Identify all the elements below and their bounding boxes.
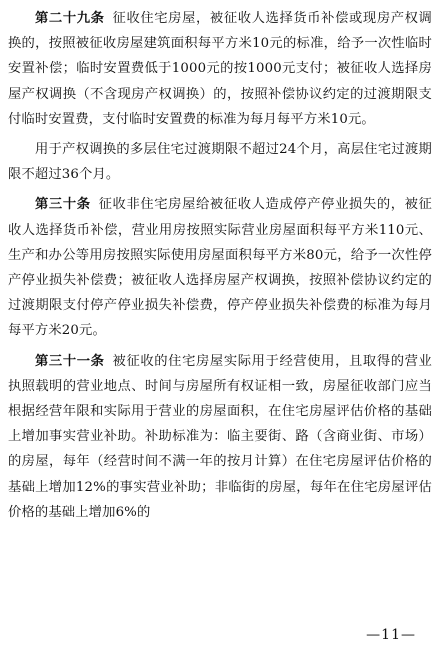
paragraph-transition-period: [8, 137, 432, 187]
paragraph-text: 用于产权调换的多层住宅过渡期限不超过24个月，高层住宅过渡期限不超过36个月。: [8, 142, 432, 183]
paragraph-article-30: [8, 192, 432, 343]
document-body: [8, 6, 432, 530]
article-heading: 第三十条: [35, 197, 91, 213]
paragraph-text: 征收非住宅房屋给被征收人造成停产停业损失的，被征收人选择货币补偿，营业用房按照实际营业房屋面积每平方米110元、生产和办公等用房按照实际使用房屋面积每平方米80元，给予一次性停产停业损失补偿费；被征收人选择房屋产权调换，按照补偿协议约定的过渡期限支付停产停业损失补偿费，停产停业损失补偿费的标准为每月每平方米20元。: [8, 197, 432, 339]
paragraph-article-31: [8, 349, 432, 525]
article-heading: 第三十一条: [35, 353, 105, 369]
article-heading: 第二十九条: [35, 11, 105, 26]
paragraph-text: 征收住宅房屋，被征收人选择货币补偿或现房产权调换的，按照被征收房屋建筑面积每平方米10元的标准，给予一次性临时安置补偿；临时安置费低于1000元的按1000元支付；被征收人选择房屋产权调换（不含现房产权调换）的，按照补偿协议约定的过渡期限支付临时安置费，支付临时安置费的标准为每月每平方米10元。: [8, 11, 432, 127]
page-number: —11—: [366, 627, 416, 643]
paragraph-article-29: [8, 6, 432, 132]
paragraph-text: 被征收的住宅房屋实际用于经营使用，且取得的营业执照载明的营业地点、时间与房屋所有权证相一致，房屋征收部门应当根据经营年限和实际用于营业的房屋面积，在住宅房屋评估价格的基础上增加事实营业补助。补助标准为：临主要街、路（含商业街、市场）的房屋，每年（经营时间不满一年的按月计算）在住宅房屋评估价格的基础上增加12%的事实营业补助；非临街的房屋，每年在住宅房屋评估价格的基础上增加6%的: [8, 353, 432, 520]
